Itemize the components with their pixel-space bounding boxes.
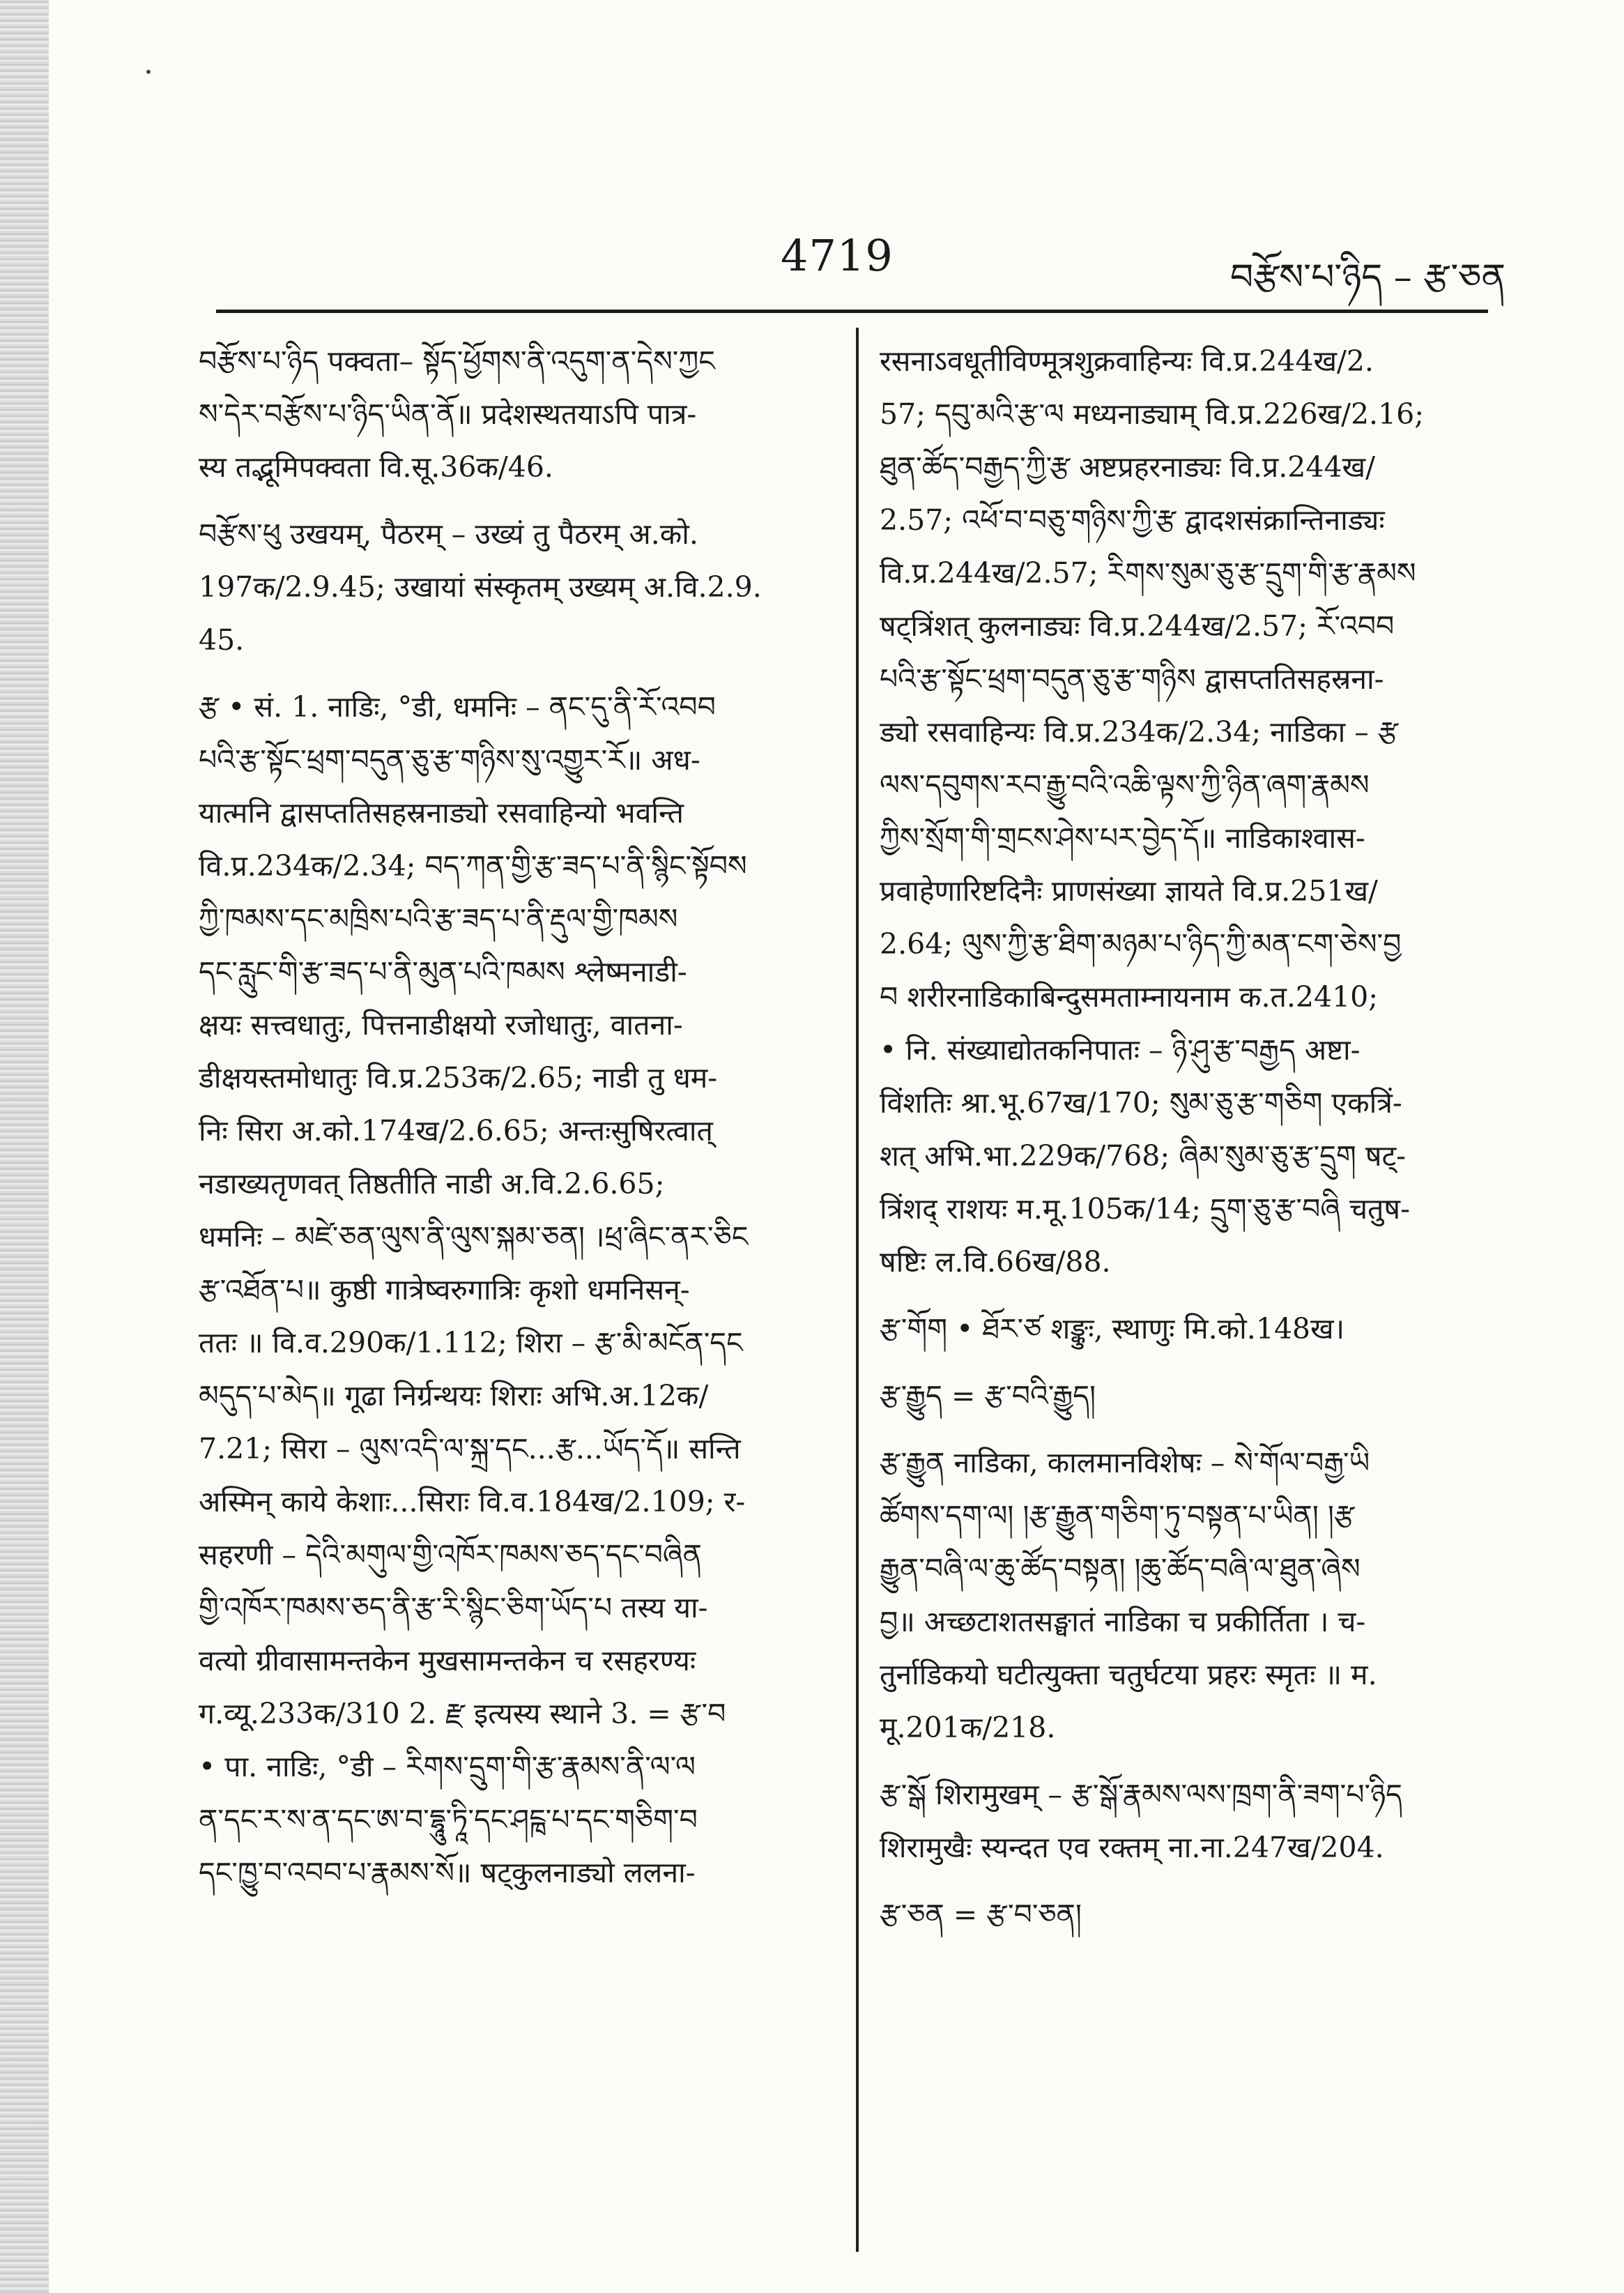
binding-edge: [0, 0, 49, 2293]
entry-line: 7.21; सिरा – ལུས་འདི་ལ་སྐྲ་དང...རྩ...ཡོད་དོ॥ सन्ति: [199, 1432, 741, 1465]
entry-line: यात्मनि द्वासप्ततिसहस्रनाड्यो रसवाहिन्यो भवन्ति: [199, 796, 684, 830]
header-rule: [216, 310, 1488, 313]
entry-line: 197क/2.9.45; उखायां संस्कृतम् उख्यम् अ.वि.2.9.: [199, 570, 762, 604]
dictionary-entry: [880, 335, 1493, 1288]
dictionary-entry: [880, 1768, 1493, 1874]
entry-line: བ शरीरनाडिकाबिन्दुसमताम्नायनाम क.त.2410;: [880, 980, 1379, 1014]
entry-line: རྩ་ཅན = རྩ་བ་ཅན།: [880, 1898, 1082, 1931]
running-head: བརྩོས་པ་ཉིད – རྩ་ཅན: [1230, 257, 1506, 298]
entry-line: པའི་རྩ་སྟོང་ཕྲག་བདུན་ཅུ་རྩ་གཉིས་སུ་འགྱུར་རོ॥ अध-: [199, 743, 700, 777]
entry-line: མདུད་པ་མེད॥ गूढा निर्ग्रन्थयः शिराः अभि.अ.12क/: [199, 1379, 709, 1412]
entry-line: ཀྱིས་སྲོག་གི་གྲངས་ཤེས་པར་བྱེད་དོ॥ नाडिकाश्वास-: [880, 821, 1365, 855]
entry-line: ན་དང་ར་ས་ན་དང་ཨ་བ་དྷཱུ་ཏཱི་དང་ཤངྑ་པ་དང་གཅིག་བ: [199, 1803, 698, 1836]
entry-line: རྩ་རྒྱུད = རྩ་བའི་རྒྱུད།: [880, 1379, 1096, 1412]
entry-line: དང་ཁྱུ་བ་འབབ་པ་རྣམས་སོ॥ षट्कुलनाड्यो ललना-: [199, 1856, 696, 1889]
entry-line: 57; དབུ་མའི་རྩ་ལ मध्यनाड्याम् वि.प्र.226ख/2.16;: [880, 397, 1425, 431]
entry-line: विंशतिः श्रा.भू.67ख/170; སུམ་ཅུ་རྩ་གཅིག एकत्रिं-: [880, 1086, 1402, 1120]
entry-line: 2.64; ལུས་ཀྱི་རྩ་ཐིག་མཉམ་པ་ཉིད་ཀྱི་མན་ངག་ཅེས་བྱ: [880, 927, 1402, 961]
entry-line: डीक्षयस्तमोधातुः वि.प्र.253क/2.65; नाडी तु धम-: [199, 1061, 718, 1095]
entry-line: རྩ་གོག • ཐོར་ཙ शङ्कुः, स्थाणुः मि.को.148ख।: [880, 1312, 1345, 1346]
dictionary-entry: [880, 1436, 1493, 1754]
entry-line: नडाख्यतृणवत् तिष्ठतीति नाडी अ.वि.2.6.65;: [199, 1167, 665, 1201]
entry-line: मू.201क/218.: [880, 1711, 1056, 1744]
entry-line: स्य तद्भूमिपक्वता वि.सू.36क/46.: [199, 450, 553, 484]
entry-line: • नि. संख्याद्योतकनिपातः – ཉི་ཤུ་རྩ་བརྒྱད अष्टा-: [880, 1033, 1361, 1067]
dictionary-entry: [199, 680, 829, 1899]
entry-line: དང་རླུང་གི་རྩ་ཟད་པ་ནི་མུན་པའི་ཁམས श्लेष्मनाडी-: [199, 955, 687, 989]
dictionary-entry: [199, 335, 829, 494]
entry-line: རྩ་འཐོན་པ॥ कुष्ठी गात्रेष्वरुगात्रिः कृशो धमनिसन्-: [199, 1273, 690, 1307]
entry-line: वि.प्र.244ख/2.57; རིགས་སུམ་ཅུ་རྩ་དྲུག་གི་རྩ་རྣམས: [880, 556, 1416, 590]
entry-line: रसनाऽवधूतीविण्मूत्रशुक्रवाहिन्यः वि.प्र.244ख/2.: [880, 344, 1374, 378]
right-column: [880, 335, 1493, 1955]
entry-line: 45.: [199, 623, 245, 657]
entry-line: 2.57; འཕོ་བ་བཅུ་གཉིས་ཀྱི་རྩ द्वादशसंक्रान्तिनाड्यः: [880, 503, 1385, 537]
entry-line: རྩ་སྒོ शिरामुखम् – རྩ་སྒོ་རྣམས་ལས་ཁྲག་ནི་ཟག་པ་ཉིད: [880, 1778, 1402, 1811]
entry-line: རྩ་རྒྱུན नाडिका, कालमानविशेषः – སེ་གོལ་བརྒྱ་ཡི: [880, 1446, 1370, 1479]
entry-line: षट्त्रिंशत् कुलनाड्यः वि.प्र.244ख/2.57; རོ་འབབ: [880, 609, 1395, 643]
entry-line: त्रिंशद् राशयः म.मू.105क/14; དྲུག་ཅུ་རྩ་བཞི चतुष-: [880, 1192, 1410, 1226]
entry-line: सहरणी – དེའི་མགུལ་གྱི་འཁོར་ཁམས་ཅད་དང་བཞིན: [199, 1538, 702, 1571]
entry-line: • पा. नाडिः, °डी – རིགས་དྲུག་གི་རྩ་རྣམས་ནི་ལ་ལ: [199, 1750, 696, 1783]
entry-line: གྱི་འཁོར་ཁམས་ཅད་ནི་རྩ་རི་སྙིང་ཅིག་ཡོད་པ तस्य या-: [199, 1591, 708, 1624]
entry-line: वि.प्र.234क/2.34; བད་ཀན་གྱི་རྩ་ཟད་པ་ནི་སྙིང་སྟོབས: [199, 849, 747, 883]
entry-line: निः सिरा अ.को.174ख/2.6.65; अन्तःसुषिरत्वात्: [199, 1114, 713, 1148]
entry-line: तुर्नाडिकयो घटीत्युक्ता चतुर्घटया प्रहरः स्मृतः ॥ म.: [880, 1658, 1377, 1691]
entry-line: བྱ॥ अच्छटाशतसङ्घातं नाडिका च प्रकीर्तिता । च-: [880, 1605, 1366, 1638]
entry-line: धमनिः – མཛེ་ཅན་ལུས་ནི་ལུས་སྐམ་ཅན། ।ཕྲ་ཞིང་ནར་ཅིང: [199, 1220, 749, 1254]
entry-line: ཐུན་ཚོད་བརྒྱད་ཀྱི་རྩ अष्टप्रहरनाड्यः वि.प्र.244ख/: [880, 450, 1375, 484]
dictionary-entry: [199, 508, 829, 666]
entry-line: ཀྱི་ཁམས་དང་མཁྲིས་པའི་རྩ་ཟད་པ་ནི་རྡུལ་གྱི་ཁམས: [199, 902, 678, 936]
entry-line: ས་དེར་བརྩོས་པ་ཉིད་ཡིན་ནོ॥ प्रदेशस्थतयाऽपि पात्र-: [199, 397, 697, 431]
dictionary-entry: [880, 1369, 1493, 1422]
entry-line: ཚོགས་དག་ལ། །རྩ་རྒྱུན་གཅིག་ཏུ་བསྟན་པ་ཡིན། །རྩ: [880, 1499, 1355, 1532]
entry-line: अस्मिन् काये केशाः...सिराः वि.व.184ख/2.109; र-: [199, 1485, 746, 1518]
entry-line: རྩ • सं. 1. नाडिः, °डी, धमनिः – ནང་དུ་ནི་རོ་འབབ: [199, 690, 716, 724]
entry-line: ततः ॥ वि.व.290क/1.112; शिरा – རྩ་མི་མངོན་དང: [199, 1326, 743, 1359]
entry-line: षष्टिः ल.वि.66ख/88.: [880, 1245, 1111, 1279]
entry-line: ड्यो रसवाहिन्यः वि.प्र.234क/2.34; नाडिका – རྩ: [880, 715, 1398, 749]
page-number: 4719: [781, 230, 894, 281]
entry-line: प्रवाहेणारिष्टदिनैः प्राणसंख्या ज्ञायते वि.प्र.251ख/: [880, 874, 1378, 908]
dictionary-entry: [880, 1302, 1493, 1355]
entry-line: བརྩོས་པ་ཉིད पक्वता– སྟོད་ཕྱོགས་ནི་འདུག་ན་དེས་ཀྱང: [199, 344, 715, 378]
entry-line: शत् अभि.भा.229क/768; ཞིམ་སུམ་ཅུ་རྩ་དྲུག षट्-: [880, 1139, 1406, 1173]
left-column: [199, 335, 829, 1913]
entry-line: བརྩོས་ཕུ उखयम्, पैठरम् – उख्यं तु पैठरम् अ.को.: [199, 517, 698, 551]
entry-line: वत्यो ग्रीवासामन्तकेन मुखसामन्तकेन च रसहरण्यः: [199, 1644, 696, 1677]
entry-line: क्षयः सत्त्वधातुः, पित्तनाडीक्षयो रजोधातुः, वातना-: [199, 1008, 683, 1042]
entry-line: शिरामुखैः स्यन्दत एव रक्तम् ना.ना.247ख/204.: [880, 1831, 1384, 1864]
entry-line: ལས་དབུགས་རབ་རྒྱུ་བའི་འཆི་ལྟས་ཀྱི་ཉིན་ཞག་རྣམས: [880, 768, 1370, 802]
entry-line: པའི་རྩ་སྟོང་ཕྲག་བདུན་ཅུ་རྩ་གཉིས द्वासप्ततिसहस्रना-: [880, 662, 1384, 696]
entry-line: ग.व्यू.233क/310 2. རྫ इत्यस्य स्थाने 3. = རྩ་བ: [199, 1697, 726, 1730]
column-divider: [856, 328, 859, 2252]
speck: [146, 70, 151, 74]
entry-line: རྒྱུན་བཞི་ལ་ཆུ་ཚོད་བསྟན། །ཆུ་ཚོད་བཞི་ལ་ཐུན་ཞེས: [880, 1552, 1361, 1585]
dictionary-entry: [880, 1888, 1493, 1941]
